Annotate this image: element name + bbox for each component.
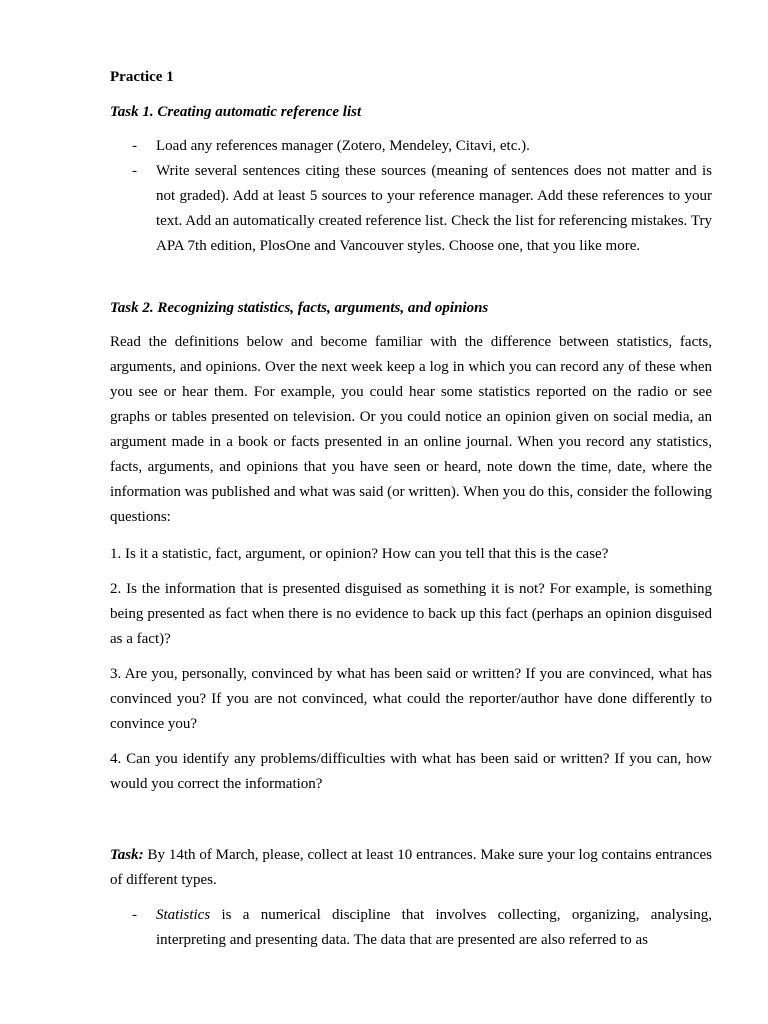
definition-bullet-item [110,903,712,953]
task1-bullet-item [110,134,712,159]
task1-bullet-item [110,159,712,259]
definition-text: is a numerical discipline that involves collecting, organizing, analysing, interpreting and presenting data. The data that are presented are also referred to as [156,907,712,948]
bullet-dash: - [132,163,137,179]
task-deadline-paragraph [110,843,712,893]
task-deadline-label: Task: [110,847,144,863]
task1-title: Task 1. Creating automatic reference list [110,104,362,120]
definition-bullet-list [110,903,712,953]
task2-title: Task 2. Recognizing statistics, facts, arguments, and opinions [110,300,489,316]
definition-term: Statistics [156,907,211,923]
question-3: 3. Are you, personally, convinced by what has been said or written? If you are convinced, what has convinced you? If you are not convinced, what could the reporter/author have done differently to convince you? [110,666,712,732]
task1-bullet-list [110,134,712,259]
question-1: 1. Is it a statistic, fact, argument, or opinion? How can you tell that this is the case? [110,546,609,562]
task1-bullet-text: Write several sentences citing these sources (meaning of sentences does not matter and is not graded). Add at least 5 sources to your reference manager. Add these references to your text. Add an automatically created reference list. Check the list for referencing mistakes. Try APA 7th edition, PlosOne and Vancouver styles. Choose one, that you like more. [156,163,712,254]
task2-intro-paragraph: Read the definitions below and become familiar with the difference between statistics, facts, arguments, and opinions. Over the next week keep a log in which you can record any of these when you see or hear them. For example, you could hear some statistics reported on the radio or see graphs or tables presented on television. Or you could notice an opinion given on social media, an argument made in a book or facts presented in an online journal. When you record any statistics, facts, arguments, and opinions that you have seen or heard, note down the time, date, where the information was published and what was said (or written). When you do this, consider the following questions: [110,334,712,525]
task-deadline-text: By 14th of March, please, collect at least 10 entrances. Make sure your log contains entrances of different types. [110,847,712,888]
bullet-dash: - [132,138,137,154]
question-2: 2. Is the information that is presented disguised as something it is not? For example, is something being presented as fact when there is no evidence to back up this fact (perhaps an opinion disguised as a fact)? [110,581,712,647]
bullet-dash: - [132,907,137,923]
task1-bullet-text: Load any references manager (Zotero, Mendeley, Citavi, etc.). [156,138,530,154]
practice-title: Practice 1 [110,69,174,85]
question-4: 4. Can you identify any problems/difficulties with what has been said or written? If you can, how would you correct the information? [110,751,712,792]
